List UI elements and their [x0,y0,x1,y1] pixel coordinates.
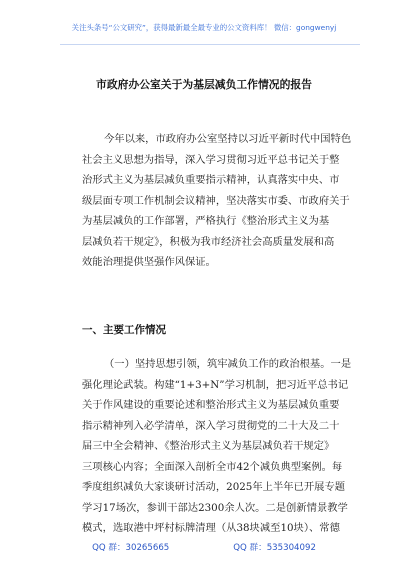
header-banner: 关注头条号“公文研究”，获得最新最全最专业的公文资料库！ 微信：gongwenyj [71,23,337,32]
paragraph-line: 强化理论武装。构建“1+3+N”学习机制，把习近平总书记 [82,378,349,391]
paragraph-line: 级层面专项工作机制会议精神，坚决落实市委、市政府关于 [82,194,350,207]
paragraph-line: 学习17场次，参训干部达2300余人次。二是创新情景教学 [82,501,348,514]
paragraph-line: 治形式主义为基层减负重要指示精神，认真落实中央、市 [82,174,340,186]
paragraph-line: 效能治理提供坚强作风保证。 [82,256,216,268]
qq-group-2: QQ 群：535304092 [233,543,316,553]
header-divider [60,44,360,45]
paragraph-line: 届三中全会精神、《整治形式主义为基层减负若干规定》 [82,440,335,452]
paragraph-line: 三项核心内容；全面深入剖析全市42个减负典型案例。每 [82,460,343,473]
section-paragraph [82,354,352,539]
paragraph-line: 层减负若干规定》，积极为我市经济社会高质量发展和高 [82,235,335,248]
paragraph-line: （一）坚持思想引领，筑牢减负工作的政治根基。一是 [104,358,352,370]
paragraph-line: 为基层减负的工作部署，严格执行《整治形式主义为基 [82,215,330,227]
paragraph-line: 季度组织减负大家谈研讨活动，2025年上半年已开展专题 [82,481,346,493]
paragraph-line: 社会主义思想为指导，深入学习贯彻习近平总书记关于整 [82,153,340,166]
footer-contact [0,541,408,553]
section-heading: 一、主要工作情况 [82,324,166,336]
intro-paragraph [82,129,352,273]
paragraph-line: 模式，选取港中坪村标牌清理（从38块减至10块）、常德 [82,522,340,534]
paragraph-line: 指示精神列入必学清单，深入学习贯彻党的二十大及二十 [82,419,340,432]
paragraph-line: 关于作风建设的重要论述和整治形式主义为基层减负重要 [82,399,340,411]
qq-group-1: QQ 群：30265665 [92,543,170,553]
document-title: 市政府办公室关于为基层减负工作情况的报告 [96,78,312,91]
paragraph-line: 今年以来，市政府办公室坚持以习近平新时代中国特色 [104,133,352,145]
